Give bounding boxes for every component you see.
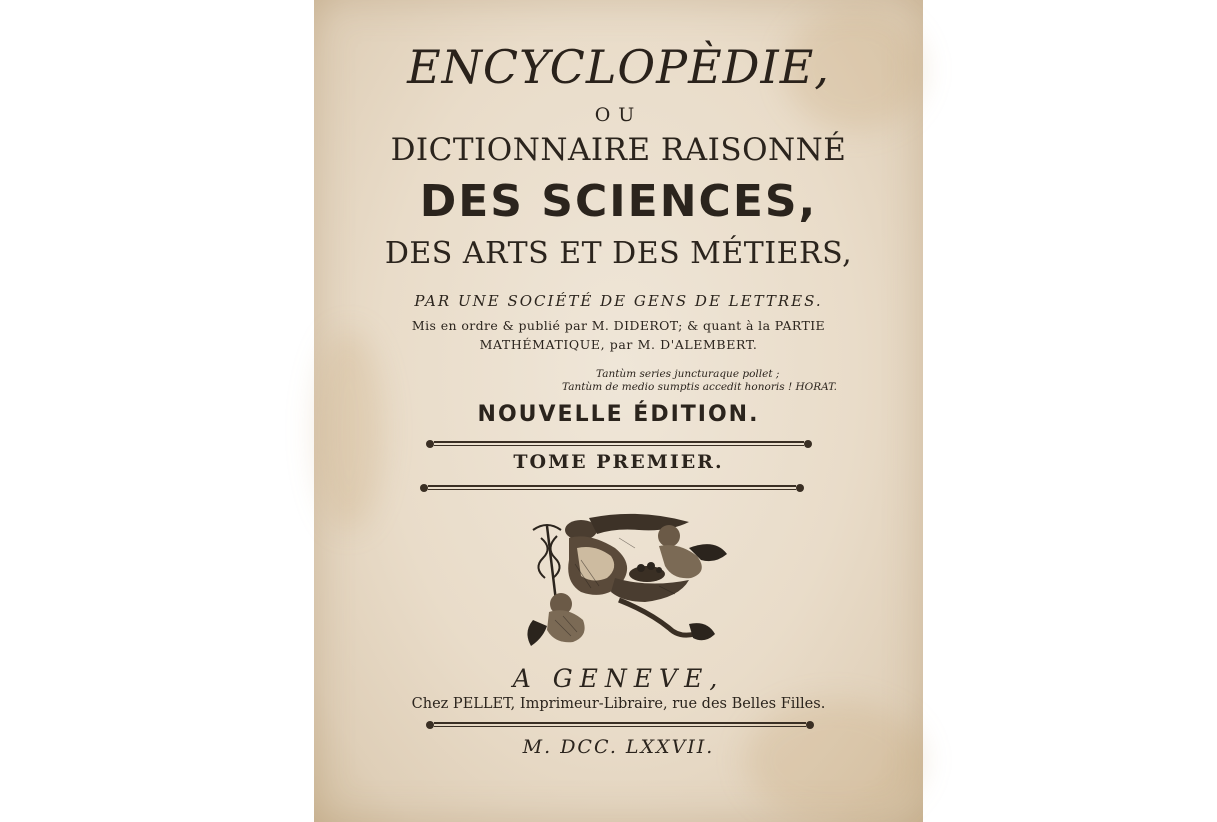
epigraph-line-1: Tantùm series juncturaque pollet ;: [596, 368, 780, 380]
subtitle-dictionnaire: DICTIONNAIRE RAISONNÉ: [390, 132, 847, 168]
subtitle-arts: DES ARTS ET DES MÉTIERS,: [384, 236, 853, 271]
epigraph-line-2: Tantùm de medio sumptis accedit honoris ! HORAT.: [562, 381, 837, 393]
ornamental-rule: [426, 722, 814, 728]
book-title: ENCYCLOPÈDIE,: [407, 40, 830, 94]
ornamental-rule: [426, 441, 812, 447]
engraved-vignette-icon: [519, 508, 734, 653]
mathematics-editor-line: MATHÉMATIQUE, par M. D'ALEMBERT.: [479, 337, 758, 352]
subtitle-sciences: DES SCIENCES,: [419, 176, 818, 227]
ornamental-rule: [420, 485, 804, 491]
authorship-line: PAR UNE SOCIÉTÉ DE GENS DE LETTRES.: [414, 292, 823, 310]
imprint-publisher: Chez PELLET, Imprimeur-Libraire, rue des Belles Filles.: [411, 696, 826, 712]
editors-line: Mis en ordre & publié par M. DIDEROT; & quant à la PARTIE: [411, 318, 826, 333]
edition-label: NOUVELLE ÉDITION.: [477, 402, 760, 427]
paper-stain: [314, 330, 384, 530]
paper-stain: [744, 700, 924, 820]
volume-label: TOME PREMIER.: [513, 451, 724, 473]
title-page: [314, 0, 923, 822]
imprint-date: M. DCC. LXXVII.: [522, 736, 715, 758]
imprint-city: A GENEVE,: [512, 664, 725, 693]
title-ou: OU: [594, 104, 643, 126]
